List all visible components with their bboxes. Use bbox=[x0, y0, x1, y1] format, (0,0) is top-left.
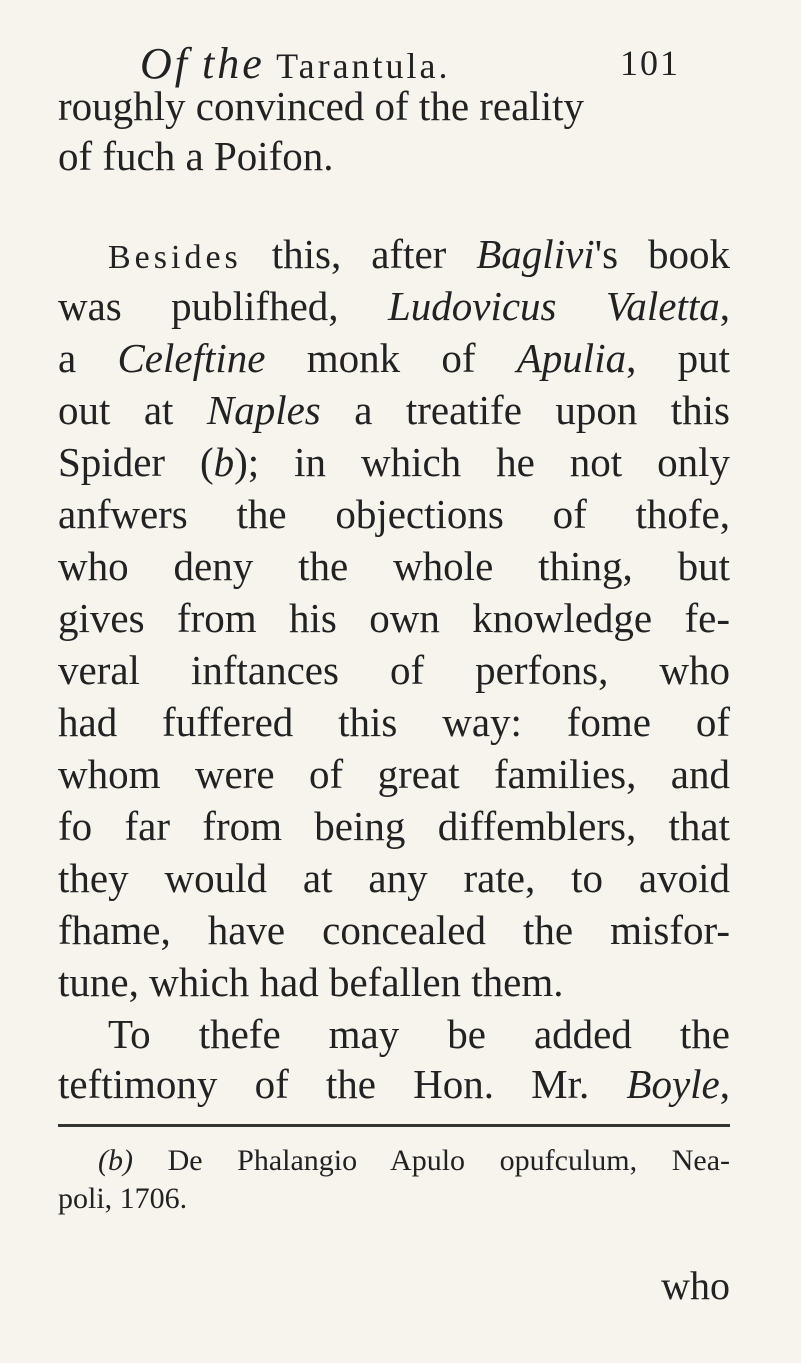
page-number: 101 bbox=[620, 43, 680, 83]
text-line: Spider (b); in which he not only bbox=[58, 439, 730, 485]
text-line: was publifhed, Ludovicus Valetta, bbox=[58, 283, 730, 329]
text-line: fhame, have concealed the misfor- bbox=[58, 907, 730, 953]
text-line: teftimony of the Hon. Mr. Boyle, bbox=[58, 1061, 730, 1107]
text-line: who deny the whole thing, but bbox=[58, 543, 730, 589]
text-line: fo far from being diffemblers, that bbox=[58, 803, 730, 849]
footnote-line: poli, 1706. bbox=[58, 1182, 188, 1215]
text-line: To thefe may be added the bbox=[108, 1011, 730, 1057]
catchword: who bbox=[661, 1263, 730, 1308]
text-line: roughly convinced of the reality bbox=[58, 83, 584, 129]
text-line: had fuffered this way: fome of bbox=[58, 699, 730, 745]
footnote-rule bbox=[58, 1124, 730, 1127]
text-line: anfwers the objections of thofe, bbox=[58, 491, 730, 537]
text-line: they would at any rate, to avoid bbox=[58, 855, 730, 901]
text-line: out at Naples a treatife upon this bbox=[58, 387, 731, 433]
footnote-line: (b) De Phalangio Apulo opufculum, Nea- bbox=[98, 1144, 730, 1177]
text-line: Besides this, after Baglivi's book bbox=[108, 231, 730, 277]
running-title: Of the Tarantula. bbox=[140, 39, 451, 88]
text-line: gives from his own knowledge fe- bbox=[58, 595, 730, 641]
text-line: a Celeftine monk of Apulia, put bbox=[58, 335, 730, 381]
text-line: whom were of great families, and bbox=[58, 751, 730, 797]
text-line: tune, which had befallen them. bbox=[58, 959, 564, 1005]
text-line: veral inftances of perfons, who bbox=[58, 647, 730, 693]
text-line: of fuch a Poifon. bbox=[58, 133, 334, 179]
